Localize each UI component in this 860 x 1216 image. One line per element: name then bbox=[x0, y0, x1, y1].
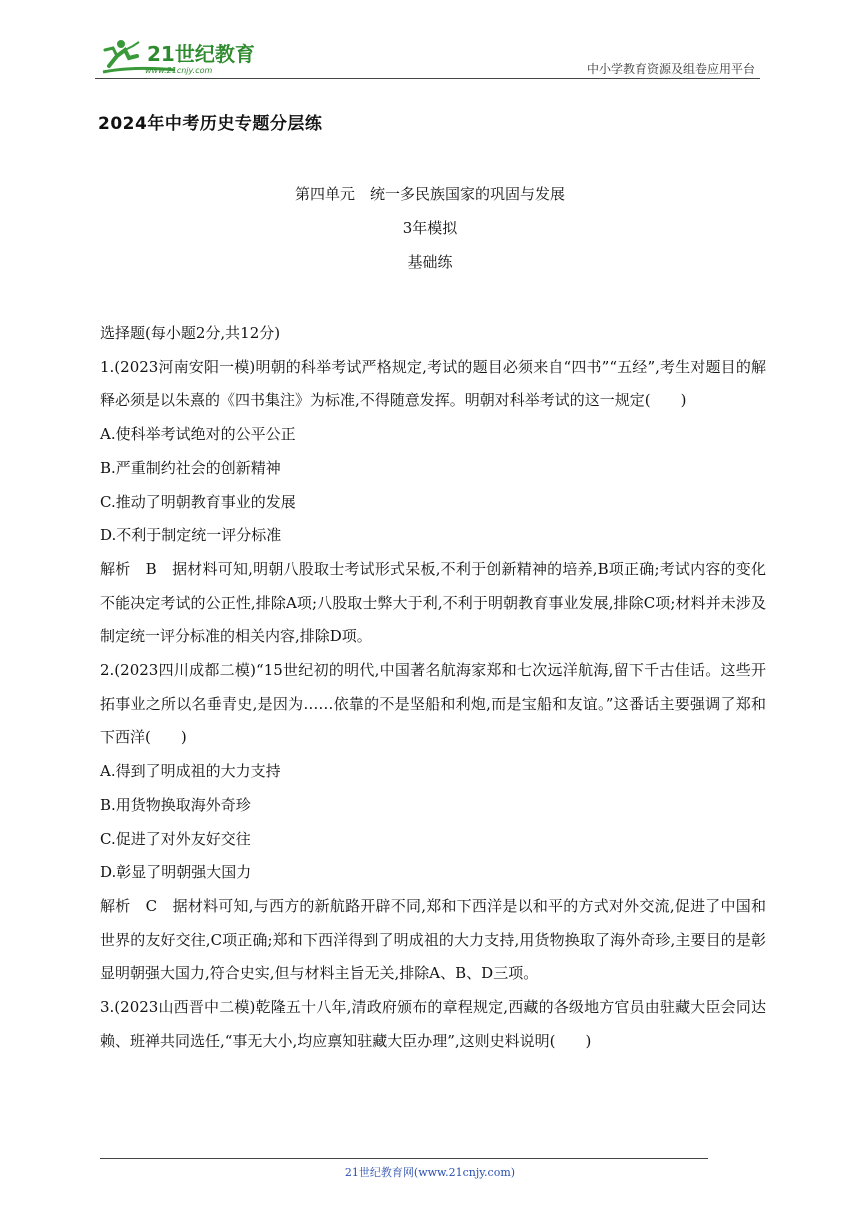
question-stem: 2.(2023四川成都二模)“15世纪初的明代,中国著名航海家郑和七次远洋航海,留下千古佳话。这些开拓事业之所以名垂青史,是因为……依靠的不是坚船和利炮,而是宝船和友谊。”这番话主要强调了郑和下西洋( ) bbox=[100, 661, 766, 747]
unit-title: 第四单元 统一多民族国家的巩固与发展 bbox=[294, 185, 565, 203]
option-b: B.用货物换取海外奇珍 bbox=[100, 795, 251, 814]
section-heading: 选择题(每小题2分,共12分) bbox=[100, 324, 281, 342]
document-title: 2024年中考历史专题分层练 bbox=[98, 114, 323, 134]
svg-text:21世纪教育: 21世纪教育 bbox=[147, 42, 255, 66]
option-a: A.使科举考试绝对的公平公正 bbox=[100, 425, 296, 444]
site-logo bbox=[95, 36, 265, 80]
analysis: 解析 B 据材料可知,明朝八股取士考试形式呆板,不利于创新精神的培养,B项正确;考试内容的变化不能决定考试的公正性,排除A项;八股取士弊大于利,不利于明朝教育事业发展,排除C项;材料并未涉及制定统一评分标准的相关内容,排除D项。 bbox=[100, 559, 766, 646]
footer-link[interactable]: 21世纪教育网(www.21cnjy.com) bbox=[344, 1166, 516, 1179]
option-a: A.得到了明成祖的大力支持 bbox=[100, 762, 281, 781]
option-d: D.不利于制定统一评分标准 bbox=[100, 526, 282, 545]
option-d: D.彰显了明朝强大国力 bbox=[100, 863, 252, 882]
option-c: C.促进了对外友好交往 bbox=[100, 829, 251, 848]
footer-divider bbox=[100, 1158, 708, 1159]
page-header bbox=[95, 36, 755, 80]
level-title: 基础练 bbox=[407, 253, 453, 271]
sub-title: 3年模拟 bbox=[402, 219, 458, 237]
header-tagline: 中小学教育资源及组卷应用平台 bbox=[586, 62, 755, 76]
option-c: C.推动了明朝教育事业的发展 bbox=[100, 492, 296, 511]
option-b: B.严重制约社会的创新精神 bbox=[100, 458, 281, 477]
header-divider bbox=[95, 78, 760, 79]
question-stem: 1.(2023河南安阳一模)明朝的科举考试严格规定,考试的题目必须来自“四书”“五经”,考生对题目的解释必须是以朱熹的《四书集注》为标准,不得随意发挥。明朝对科举考试的这一规定( ) bbox=[100, 357, 766, 410]
svg-text:www.21cnjy.com: www.21cnjy.com bbox=[145, 66, 213, 75]
document-body bbox=[100, 317, 766, 1058]
analysis: 解析 C 据材料可知,与西方的新航路开辟不同,郑和下西洋是以和平的方式对外交流,促进了中国和世界的友好交往,C项正确;郑和下西洋得到了明成祖的大力支持,用货物换取了海外奇珍,主要目的是彰显明朝强大国力,符合史实,但与材料主旨无关,排除A、B、D三项。 bbox=[100, 896, 766, 983]
question-stem: 3.(2023山西晋中二模)乾隆五十八年,清政府颁布的章程规定,西藏的各级地方官员由驻藏大臣会同达赖、班禅共同选任,“事无大小,均应禀知驻藏大臣办理”,这则史料说明( ) bbox=[100, 998, 766, 1050]
